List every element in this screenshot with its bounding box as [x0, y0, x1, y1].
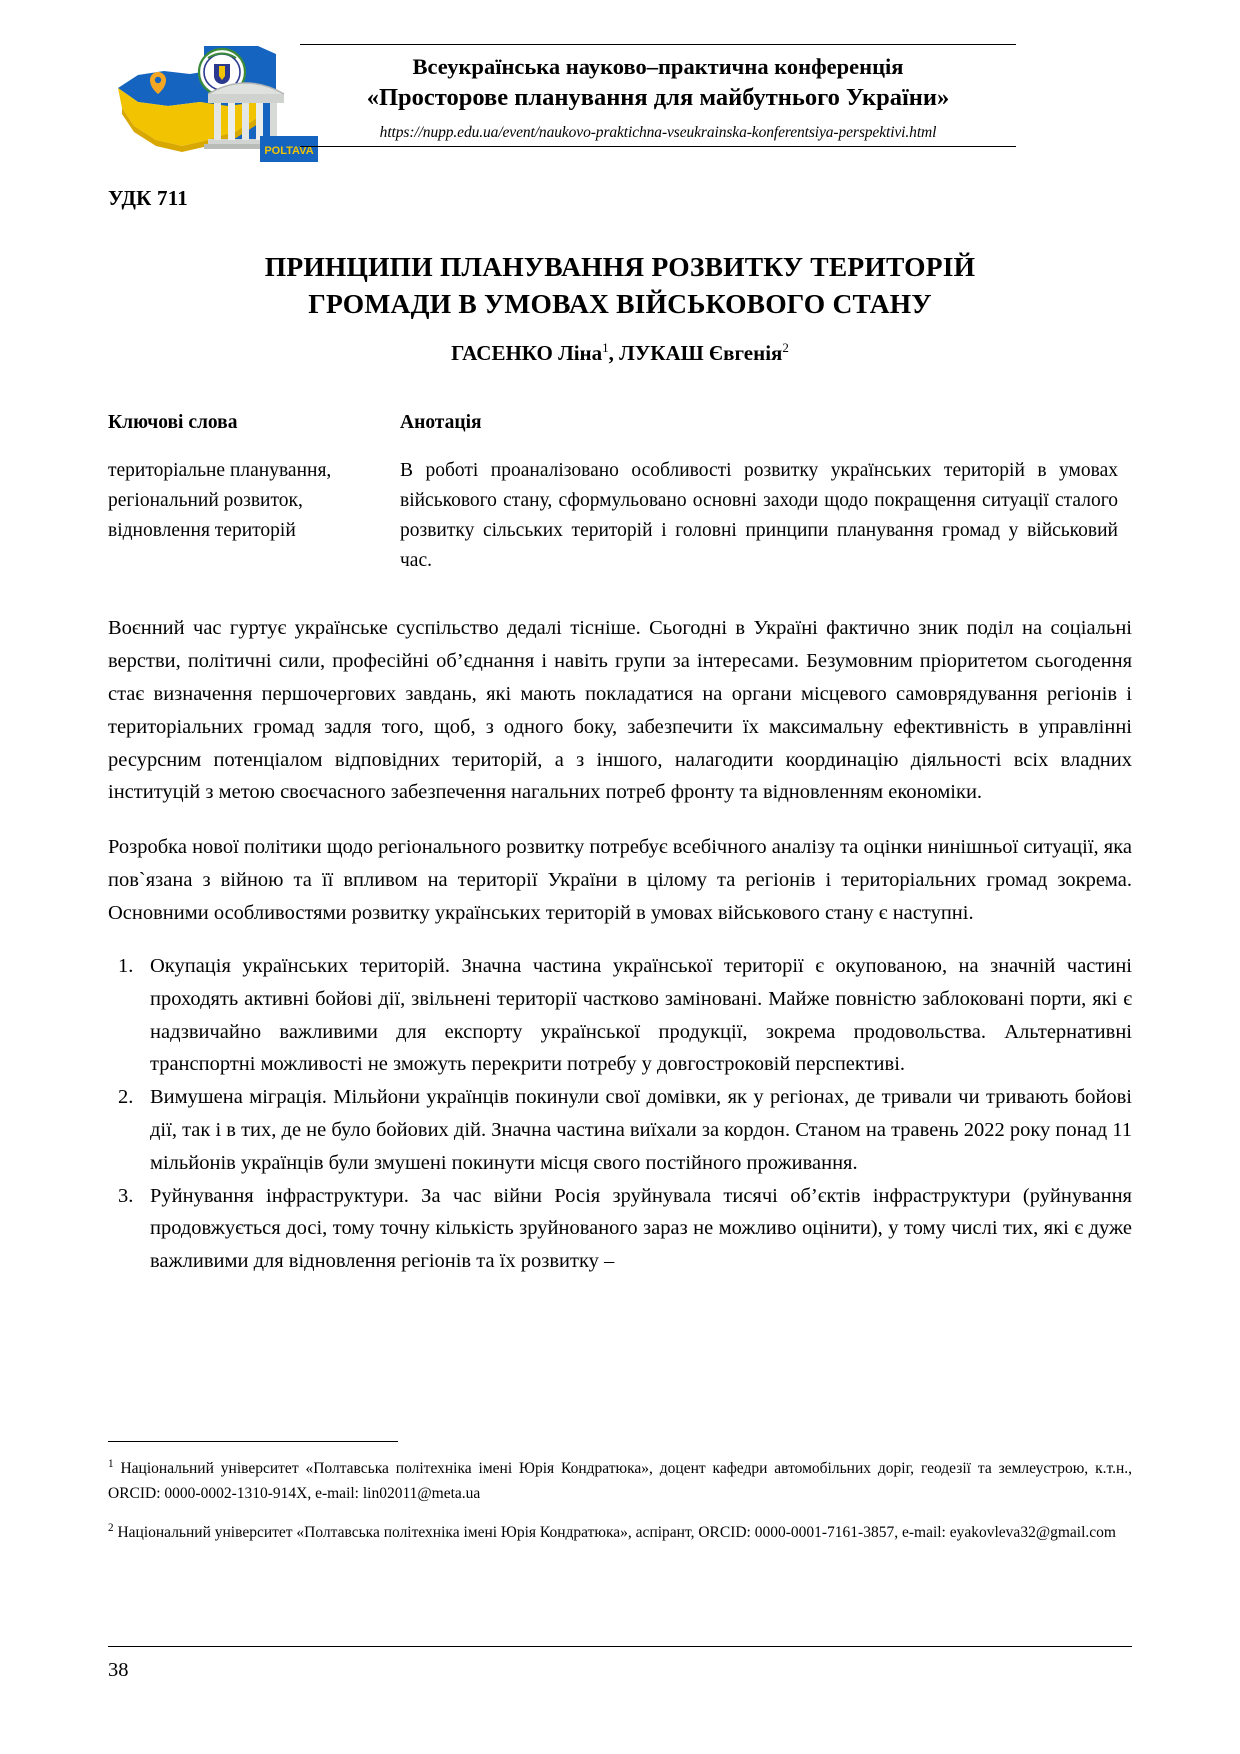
body-paragraph-2: Розробка нової політики щодо регіонального розвитку потребує всебічного аналізу та оцінки нинішньої ситуації, яка пов`язана з війною та її впливом на території України в цілому та регіонів і територіальних громад зокрема. Основними особливостями розвитку українських територій в умовах військового стану є наступні.: [108, 836, 1132, 924]
footer-rule: [108, 1646, 1132, 1647]
title-line-2: ГРОМАДИ В УМОВАХ ВІЙСЬКОВОГО СТАНУ: [308, 287, 932, 319]
conference-title-line1: Всеукраїнська науково–практична конференція: [412, 54, 904, 79]
authors-separator: ,: [608, 340, 620, 365]
keywords-column: [108, 412, 400, 577]
footnote-1-marker: 1: [108, 1457, 114, 1470]
conference-title-line2: «Просторове планування для майбутнього України»: [366, 84, 950, 112]
annotation-column: [400, 412, 1118, 577]
annotation-text: В роботі проаналізовано особливості розвитку українських територій в умовах військового стану, сформульовано основні заходи щодо покращення ситуації сталого розвитку сільських територій і головні принципи планування громад у військовий час.: [400, 459, 1118, 572]
page-footer: [108, 1646, 1132, 1682]
header-text-group: [300, 44, 1016, 147]
author-1-name: ГАСЕНКО Ліна: [451, 340, 603, 365]
authors-line: [108, 341, 1132, 366]
features-list: [108, 950, 1132, 1278]
conference-logo-graphic: [108, 44, 320, 162]
footnote-2-text: Національний університет «Полтавська політехніка імені Юрія Кондратюка», аспірант, ORCID: 0000-0001-7161-3857, e-mail: eyakovleva32@gmail.com: [117, 1524, 1116, 1542]
logo-caption: POLTAVA: [264, 145, 314, 157]
abstract-section: [108, 412, 1132, 577]
page-number: 38: [108, 1659, 129, 1681]
title-line-1: ПРИНЦИПИ ПЛАНУВАННЯ РОЗВИТКУ ТЕРИТОРІЙ: [264, 251, 976, 282]
footnote-2: [108, 1520, 1132, 1545]
document-content: [108, 186, 1132, 1278]
list-item: Руйнування інфраструктури. За час війни Росія зруйнувала тисячі об’єктів інфраструктури (руйнування продовжується досі, тому точну кількість зруйнованого зараз не можливо оцінити), у тому числі тих, які є дуже важливими для відновлення регіонів та їх розвитку –: [150, 1184, 1132, 1273]
conference-url[interactable]: https://nupp.edu.ua/event/naukovo-praktichna-vseukrainska-konferentsiya-perspektivi.html: [379, 124, 937, 142]
page-title: [108, 249, 1132, 322]
annotation-heading: Анотація: [400, 411, 482, 433]
author-2-footnote-marker[interactable]: 2: [782, 339, 789, 355]
conference-logo: [108, 44, 320, 162]
list-item: Окупація українських територій. Значна частина української території є окупованою, на значній частині проходять активні бойові дії, звільнені території частково заміновані. Майже повністю заблоковані порти, які є надзвичайно важливими для експорту української продукції, зокрема продовольства. Альтернативні транспортні можливості не зможуть перекрити потребу у довгостроковій перспективі.: [150, 955, 1132, 1076]
footnotes-section: [108, 1441, 1132, 1559]
body-paragraph-1: Воєнний час гуртує українське суспільство дедалі тісніше. Сьогодні в Україні фактично зник поділ на соціальні верстви, політичні сили, професійні об’єднання і навіть групи за інтересами. Безумовним пріоритетом сьогодення стає визначення першочергових завдань, які мають покладатися на органи місцевого самоврядування регіонів і територіальних громад задля того, щоб, з одного боку, забезпечити їх максимальну ефективність в управлінні ресурсним потенціалом відповідних територій, а з іншого, налагодити координацію діяльності всіх владних інституцій з метою своєчасного забезпечення нагальних потреб фронту та відновленням економіки.: [108, 617, 1132, 804]
page-header: [0, 0, 1240, 175]
list-item: Вимушена міграція. Мільйони українців покинули свої домівки, як у регіонах, де тривали чи тривають бойові дії, так і в тих, де не було бойових дій. Значна частина виїхали за кордон. Станом на травень 2022 року понад 11 мільйонів українців були змушені покинути місця свого постійного проживання.: [150, 1086, 1132, 1174]
keywords-heading: Ключові слова: [108, 411, 238, 433]
author-2-name: ЛУКАШ Євгенія: [619, 340, 783, 365]
footnote-separator-rule: [108, 1441, 398, 1442]
footnote-1-text: Національний університет «Полтавська політехніка імені Юрія Кондратюка», доцент кафедри автомобільних доріг, геодезії та землеустрою, к.т.н., ORCID: 0000-0002-1310-914X, e-mail: lin02011@meta.ua: [108, 1460, 1132, 1503]
author-1-footnote-marker[interactable]: 1: [602, 339, 609, 355]
keywords-text: територіальне планування, регіональний розвиток, відновлення територій: [108, 459, 332, 541]
footnote-2-marker: 2: [108, 1522, 114, 1535]
udk-code: УДК 711: [108, 186, 188, 210]
header-bottom-rule: [300, 146, 1016, 147]
footnote-1: [108, 1456, 1132, 1506]
